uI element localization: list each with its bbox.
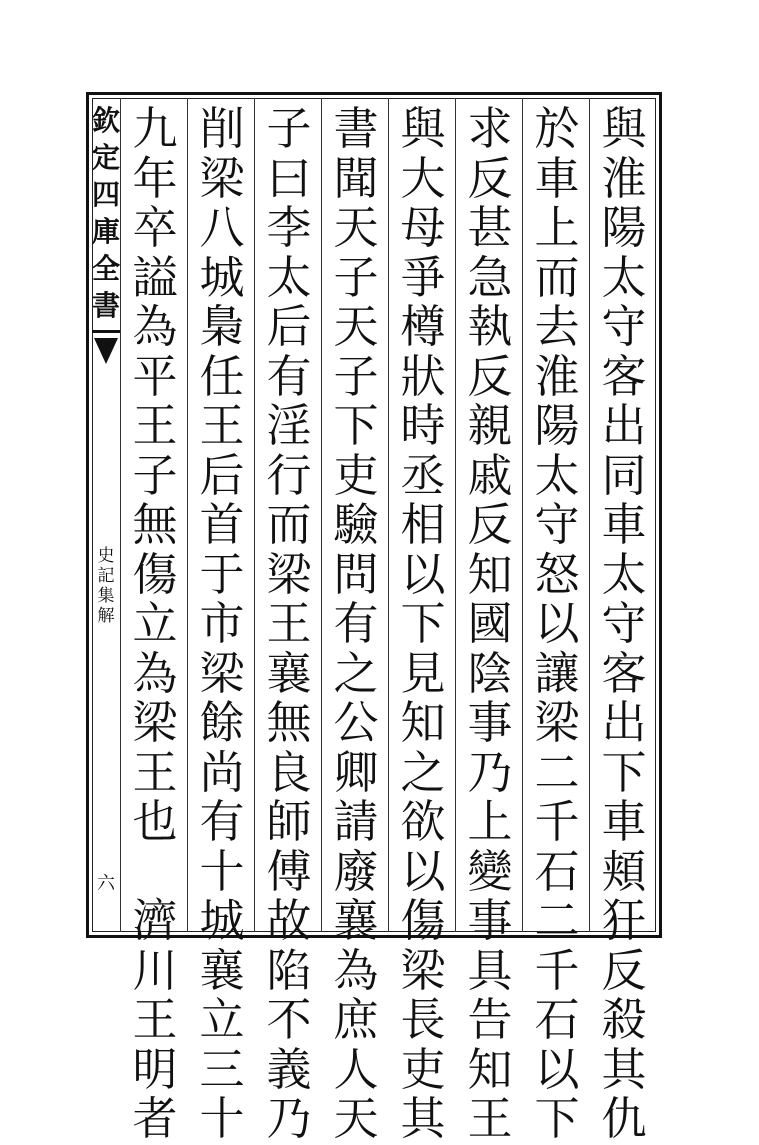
character: 守 (601, 597, 647, 650)
character: 為 (132, 300, 178, 353)
character: 知 (467, 1042, 513, 1096)
character: 怒 (534, 547, 580, 601)
character: 削 (199, 102, 245, 155)
character: 乃 (266, 1092, 312, 1145)
character: 下 (534, 1092, 580, 1145)
character: 千 (534, 943, 580, 997)
character: 川 (132, 943, 178, 997)
character: 全 (92, 252, 121, 285)
character: 親 (467, 399, 513, 452)
character: 傷 (400, 894, 446, 947)
character: 子 (132, 448, 178, 502)
character: 國 (467, 597, 513, 650)
character: 上 (534, 201, 580, 254)
column-rule (589, 98, 590, 932)
character: 王 (266, 597, 312, 650)
fold-divider (92, 330, 120, 333)
character: 淮 (601, 151, 647, 205)
character: 三 (199, 1042, 245, 1096)
character: 驗 (333, 498, 379, 551)
character: 解 (97, 606, 115, 626)
character: 濟 (132, 894, 178, 947)
character: 子 (333, 349, 379, 403)
character: 急 (467, 250, 513, 304)
character: 殺 (601, 993, 647, 1046)
character: 知 (467, 547, 513, 601)
character: 首 (199, 498, 245, 551)
character: 而 (266, 498, 312, 551)
character: 以 (534, 1042, 580, 1096)
fishtail-mark (94, 338, 118, 364)
character: 梁 (132, 696, 178, 749)
character: 城 (199, 894, 245, 947)
character: 行 (266, 448, 312, 502)
character: 后 (266, 300, 312, 353)
character: 出 (601, 696, 647, 749)
column-rule (522, 98, 523, 932)
character: 以 (400, 844, 446, 898)
character: 二 (534, 745, 580, 799)
text-column-5 (328, 102, 384, 1145)
character: 相 (400, 498, 446, 551)
text-column-2 (529, 102, 585, 1145)
page-number (96, 874, 116, 894)
character: 陰 (467, 646, 513, 700)
character: 為 (132, 646, 178, 700)
character: 反 (467, 498, 513, 551)
character: 客 (601, 349, 647, 403)
character: 不 (266, 993, 312, 1046)
character: 定 (92, 141, 121, 174)
collection-title (92, 102, 120, 324)
character: 十 (199, 844, 245, 898)
character: 太 (266, 250, 312, 304)
character: 同 (601, 448, 647, 502)
character: 反 (601, 943, 647, 997)
character: 仇 (601, 1092, 647, 1145)
character: 傷 (132, 547, 178, 601)
character: 執 (467, 300, 513, 353)
character: 梁 (199, 151, 245, 205)
character: 出 (601, 399, 647, 452)
character: 梁 (534, 696, 580, 749)
character: 其 (601, 1042, 647, 1096)
character: 之 (333, 646, 379, 700)
character: 請 (333, 795, 379, 848)
character: 去 (534, 300, 580, 353)
character: 下 (333, 399, 379, 452)
character: 事 (467, 696, 513, 749)
character: 李 (266, 201, 312, 254)
character: 襄 (266, 646, 312, 700)
character: 良 (266, 745, 312, 799)
character: 梁 (400, 943, 446, 997)
character: 庶 (333, 993, 379, 1046)
character: 樽 (400, 300, 446, 353)
character: 丞 (400, 448, 446, 502)
text-column-3 (462, 102, 518, 1145)
character: 於 (534, 102, 580, 155)
character: 故 (266, 894, 312, 947)
character: 二 (534, 894, 580, 947)
character: 天 (333, 201, 379, 254)
character: 天 (333, 1092, 379, 1145)
character: 變 (467, 844, 513, 898)
character: 傅 (266, 844, 312, 898)
character: 明 (132, 1042, 178, 1096)
character: 曰 (266, 151, 312, 205)
character: 有 (333, 597, 379, 650)
character: 而 (534, 250, 580, 304)
character: 集 (97, 586, 115, 606)
character: 母 (400, 201, 446, 254)
character: 子 (266, 102, 312, 155)
character: 襄 (199, 943, 245, 997)
character: 陽 (601, 201, 647, 254)
text-column-7 (194, 102, 250, 1145)
character: 守 (601, 300, 647, 353)
character: 王 (467, 1092, 513, 1145)
character: 乃 (467, 745, 513, 799)
character: 梟 (199, 300, 245, 353)
character: 見 (400, 646, 446, 700)
character: 平 (132, 349, 178, 403)
character: 九 (132, 102, 178, 155)
character: 吏 (333, 448, 379, 502)
column-rule (388, 98, 389, 932)
character: 長 (400, 993, 446, 1046)
character: 欽 (92, 104, 121, 137)
character: 年 (132, 151, 178, 205)
character: 大 (400, 151, 446, 205)
character: 狀 (400, 349, 446, 403)
character: 頬 (601, 844, 647, 898)
character: 知 (400, 696, 446, 749)
character: 襄 (333, 894, 379, 947)
character: 四 (92, 178, 121, 211)
character (129, 847, 181, 897)
character: 守 (534, 498, 580, 551)
character: 謚 (132, 250, 178, 304)
character: 餘 (199, 696, 245, 749)
character: 陽 (534, 399, 580, 452)
character: 子 (333, 250, 379, 304)
character: 具 (467, 943, 513, 997)
character: 事 (467, 894, 513, 947)
character: 求 (467, 102, 513, 155)
character: 后 (199, 448, 245, 502)
text-column-1 (596, 102, 652, 1145)
character: 太 (601, 547, 647, 601)
character: 王 (132, 745, 178, 799)
character: 史 (97, 546, 115, 566)
character: 下 (601, 745, 647, 799)
character: 時 (400, 399, 446, 452)
character: 讓 (534, 646, 580, 700)
character: 有 (266, 349, 312, 403)
text-column-6 (261, 102, 317, 1145)
character: 反 (467, 349, 513, 403)
character: 梁 (266, 547, 312, 601)
character: 為 (333, 943, 379, 997)
text-column-4 (395, 102, 451, 1145)
character: 廢 (333, 844, 379, 898)
character: 車 (534, 151, 580, 205)
character: 義 (266, 1042, 312, 1096)
character: 爭 (400, 250, 446, 304)
character: 客 (601, 646, 647, 700)
character: 以 (400, 547, 446, 601)
character: 吏 (400, 1042, 446, 1096)
character: 與 (601, 102, 647, 155)
column-rule (455, 98, 456, 932)
character: 王 (199, 399, 245, 452)
character: 王 (132, 399, 178, 452)
character: 淮 (534, 349, 580, 403)
character: 記 (97, 566, 115, 586)
character: 戚 (467, 448, 513, 502)
character: 者 (132, 1092, 178, 1145)
character: 下 (400, 597, 446, 650)
character: 與 (400, 102, 446, 155)
character: 無 (132, 498, 178, 551)
column-rule (120, 98, 121, 932)
character: 卿 (333, 745, 379, 799)
column-rule (187, 98, 188, 932)
column-rule (321, 98, 322, 932)
column-rule (254, 98, 255, 932)
character: 八 (199, 201, 245, 254)
text-column-8 (127, 102, 183, 1145)
character: 十 (199, 1092, 245, 1145)
character: 以 (534, 597, 580, 650)
character: 車 (601, 795, 647, 848)
character: 甚 (467, 201, 513, 254)
character: 有 (199, 795, 245, 848)
character: 太 (601, 250, 647, 304)
character: 天 (333, 300, 379, 353)
character: 任 (199, 349, 245, 403)
character: 也 (132, 795, 178, 848)
character: 太 (534, 448, 580, 502)
character: 六 (97, 873, 115, 894)
character: 無 (266, 696, 312, 749)
character: 市 (199, 597, 245, 650)
character: 梁 (199, 646, 245, 700)
character: 卒 (132, 201, 178, 254)
center-fold-strip (92, 98, 120, 932)
character: 于 (199, 547, 245, 601)
character: 師 (266, 795, 312, 848)
character: 其 (400, 1092, 446, 1145)
character: 上 (467, 795, 513, 848)
character: 陷 (266, 943, 312, 997)
character: 人 (333, 1042, 379, 1096)
character: 欲 (400, 795, 446, 848)
character: 車 (601, 498, 647, 551)
book-name (96, 546, 116, 626)
character: 石 (534, 993, 580, 1046)
character: 庫 (92, 215, 121, 248)
character: 立 (199, 993, 245, 1046)
character: 問 (333, 547, 379, 601)
character: 犴 (601, 894, 647, 947)
character: 千 (534, 795, 580, 848)
character: 之 (400, 745, 446, 799)
character: 淫 (266, 399, 312, 452)
character: 公 (333, 696, 379, 749)
character: 尚 (199, 745, 245, 799)
character: 石 (534, 844, 580, 898)
character: 告 (467, 993, 513, 1046)
character: 立 (132, 597, 178, 650)
character: 城 (199, 250, 245, 304)
character: 書 (92, 289, 121, 322)
character: 反 (467, 151, 513, 205)
character: 書 (333, 102, 379, 155)
character: 王 (132, 993, 178, 1046)
character: 聞 (333, 151, 379, 205)
